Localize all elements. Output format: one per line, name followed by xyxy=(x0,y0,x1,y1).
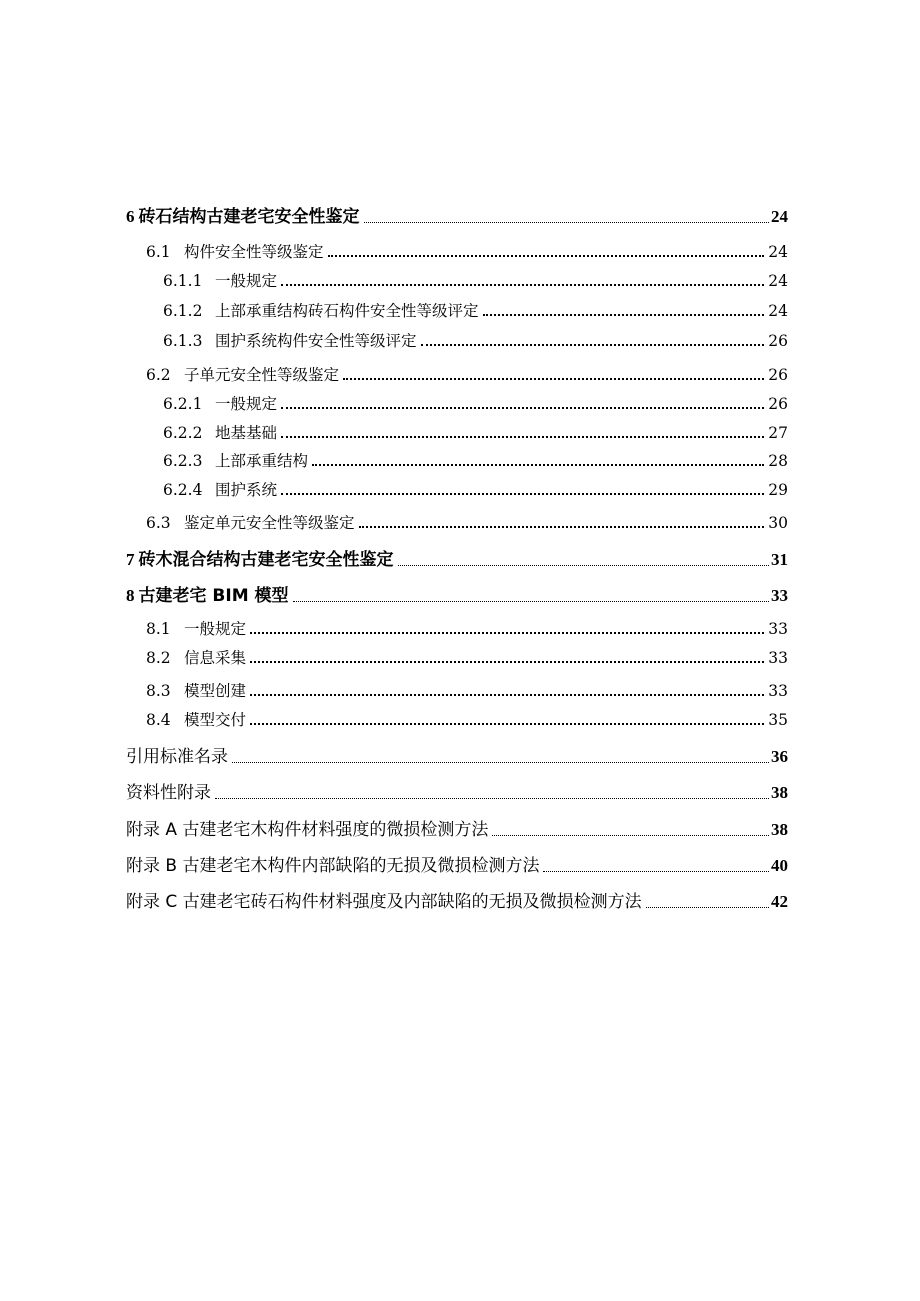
dot-leader xyxy=(359,526,765,528)
toc-entry-8[interactable] xyxy=(126,581,788,606)
toc-number: 8.2 xyxy=(146,649,171,667)
toc-title: 模型创建 xyxy=(184,682,247,700)
dot-leader xyxy=(364,222,770,223)
toc-page-number: 24 xyxy=(768,272,788,290)
toc-number: 6.2.1 xyxy=(163,395,203,413)
toc-title: 构件安全性等级鉴定 xyxy=(184,243,324,261)
toc-page-number: 29 xyxy=(768,481,788,499)
toc-number: 6.2 xyxy=(146,366,171,384)
toc-page-number: 27 xyxy=(768,424,788,442)
toc-number: 6.2.4 xyxy=(163,481,203,499)
toc-entry-6-2-2[interactable] xyxy=(163,421,788,443)
dot-leader xyxy=(250,723,764,725)
toc-entry-6-1-1[interactable] xyxy=(163,269,788,291)
dot-leader xyxy=(281,407,764,409)
dot-leader xyxy=(250,694,764,696)
toc-page-number: 33 xyxy=(768,649,788,667)
toc-entry-8-1[interactable] xyxy=(146,617,788,639)
toc-number: 6.1 xyxy=(146,243,171,261)
toc-page-number: 26 xyxy=(768,366,788,384)
toc-page-number: 24 xyxy=(768,243,788,261)
toc-page-number: 42 xyxy=(771,892,788,911)
dot-leader xyxy=(281,493,764,495)
toc-number: 8.1 xyxy=(146,620,171,638)
toc-entry-6-1-3[interactable] xyxy=(163,329,788,351)
toc-title: 一般规定 xyxy=(215,395,278,413)
dot-leader xyxy=(421,344,765,346)
toc-title: 附录 B 古建老宅木构件内部缺陷的无损及微损检测方法 xyxy=(126,856,540,876)
toc-page-number: 38 xyxy=(771,783,788,802)
toc-number: 6.2.3 xyxy=(163,452,203,470)
toc-entry-6-2-3[interactable] xyxy=(163,449,788,471)
toc-entry-8-2[interactable] xyxy=(146,646,788,668)
toc-title: 信息采集 xyxy=(184,649,247,667)
toc-title: 一般规定 xyxy=(184,620,247,638)
dot-leader xyxy=(343,378,764,380)
dot-leader xyxy=(483,314,765,316)
toc-number: 6.2.2 xyxy=(163,424,203,442)
dot-leader xyxy=(398,565,770,566)
toc-number: 6.3 xyxy=(146,514,171,532)
dot-leader xyxy=(312,464,764,466)
toc-title: 围护系统 xyxy=(215,481,278,499)
toc-page-number: 26 xyxy=(768,332,788,350)
toc-entry-references[interactable] xyxy=(126,742,788,767)
toc-entry-6[interactable] xyxy=(126,202,788,227)
toc-entry-appendix-a[interactable] xyxy=(126,815,788,840)
toc-entry-7[interactable] xyxy=(126,545,788,570)
toc-entry-6-2[interactable] xyxy=(146,363,788,385)
toc-number: 8.3 xyxy=(146,682,171,700)
toc-page-number: 24 xyxy=(771,207,788,226)
toc-title: 上部承重结构 xyxy=(215,452,309,470)
toc-number: 6.1.2 xyxy=(163,302,203,320)
toc-page-number: 33 xyxy=(768,682,788,700)
toc-title: 子单元安全性等级鉴定 xyxy=(184,366,340,384)
toc-page-number: 35 xyxy=(768,711,788,729)
toc-entry-6-3[interactable] xyxy=(146,511,788,533)
toc-title: 附录 C 古建老宅砖石构件材料强度及内部缺陷的无损及微损检测方法 xyxy=(126,892,642,912)
dot-leader xyxy=(250,632,764,634)
toc-number: 8.4 xyxy=(146,711,171,729)
toc-page-number: 24 xyxy=(768,302,788,320)
toc-entry-6-1-2[interactable] xyxy=(163,299,788,321)
dot-leader xyxy=(281,436,764,438)
dot-leader xyxy=(492,835,769,836)
toc-title: 一般规定 xyxy=(215,272,278,290)
toc-title: 模型交付 xyxy=(184,711,247,729)
toc-title: 资料性附录 xyxy=(126,783,211,803)
dot-leader xyxy=(232,762,769,763)
dot-leader xyxy=(215,798,769,799)
toc-page-number: 31 xyxy=(771,550,788,569)
dot-leader xyxy=(646,907,769,908)
toc-title: 围护系统构件安全性等级评定 xyxy=(215,332,417,350)
toc-entry-appendix-c[interactable] xyxy=(126,887,788,912)
dot-leader xyxy=(543,871,769,872)
toc-title: 砖石结构古建老宅安全性鉴定 xyxy=(138,207,360,227)
toc-title: 鉴定单元安全性等级鉴定 xyxy=(184,514,355,532)
toc-entry-6-2-4[interactable] xyxy=(163,478,788,500)
toc-page-number: 38 xyxy=(771,820,788,839)
toc-number: 6.1.3 xyxy=(163,332,203,350)
toc-page-number: 33 xyxy=(771,586,788,605)
toc-page-number: 36 xyxy=(771,747,788,766)
toc-title: 古建老宅 BIM 模型 xyxy=(138,586,289,606)
toc-number: 8 xyxy=(126,586,135,605)
toc-entry-appendix-b[interactable] xyxy=(126,851,788,876)
toc-entry-6-2-1[interactable] xyxy=(163,392,788,414)
toc-title: 上部承重结构砖石构件安全性等级评定 xyxy=(215,302,479,320)
toc-entry-informative-appendix[interactable] xyxy=(126,778,788,803)
toc-page-number: 33 xyxy=(768,620,788,638)
toc-page-number: 40 xyxy=(771,856,788,875)
toc-title: 附录 A 古建老宅木构件材料强度的微损检测方法 xyxy=(126,820,489,840)
toc-title: 砖木混合结构古建老宅安全性鉴定 xyxy=(138,550,394,570)
dot-leader xyxy=(328,255,765,257)
toc-entry-8-3[interactable] xyxy=(146,679,788,701)
dot-leader xyxy=(293,601,769,602)
toc-number: 6.1.1 xyxy=(163,272,203,290)
toc-number: 7 xyxy=(126,550,135,569)
dot-leader xyxy=(281,284,764,286)
toc-entry-6-1[interactable] xyxy=(146,240,788,262)
toc-page-number: 28 xyxy=(768,452,788,470)
toc-page-number: 26 xyxy=(768,395,788,413)
toc-entry-8-4[interactable] xyxy=(146,708,788,730)
toc-page-number: 30 xyxy=(768,514,788,532)
toc-title: 引用标准名录 xyxy=(126,747,228,767)
toc-number: 6 xyxy=(126,207,135,226)
dot-leader xyxy=(250,661,764,663)
toc-title: 地基基础 xyxy=(215,424,278,442)
